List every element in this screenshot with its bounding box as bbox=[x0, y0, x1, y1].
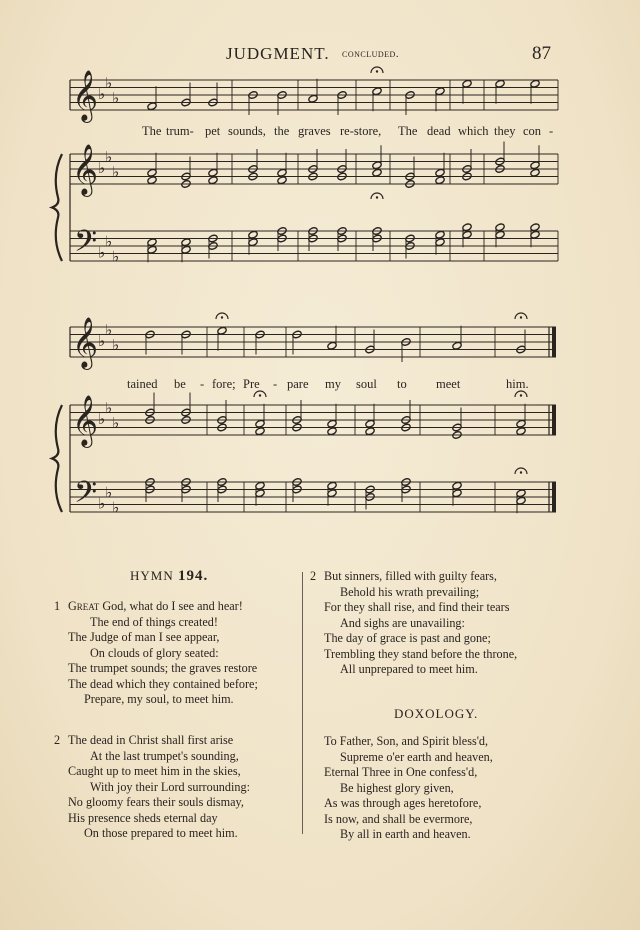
note-head bbox=[208, 176, 218, 185]
final-barline bbox=[552, 405, 556, 435]
flat-icon: ♭ bbox=[112, 247, 120, 266]
section-title: JUDGMENT. bbox=[226, 44, 330, 63]
flat-icon: ♭ bbox=[112, 413, 120, 432]
flat-icon: ♭ bbox=[105, 147, 113, 166]
verse-line: Eternal Three in One confess'd, bbox=[324, 765, 478, 779]
flat-icon: ♭ bbox=[112, 498, 120, 517]
verse-line: Prepare, my soul, to meet him. bbox=[84, 692, 234, 706]
verse-line: Supreme o'er earth and heaven, bbox=[340, 749, 493, 764]
verse-line: The trumpet sounds; the graves restore bbox=[68, 661, 258, 675]
lyric-syllable: sounds, bbox=[228, 124, 266, 138]
column-divider bbox=[302, 572, 303, 834]
lyric-syllable: which bbox=[458, 124, 489, 138]
note-head bbox=[530, 168, 540, 177]
verse-line: The day of grace is past and gone; bbox=[324, 631, 491, 645]
lyric-syllable: dead bbox=[427, 124, 451, 138]
bass-clef-icon: 𝄢 bbox=[74, 476, 98, 517]
verse-2 bbox=[68, 733, 250, 842]
final-barline bbox=[552, 327, 556, 357]
flat-icon: ♭ bbox=[112, 335, 120, 354]
verse-3 bbox=[324, 569, 517, 678]
verse-number: 2 bbox=[54, 733, 61, 747]
lyric-syllable: - bbox=[200, 377, 205, 391]
verse-line: The Judge of man I see appear, bbox=[68, 630, 220, 644]
note-head bbox=[255, 427, 265, 436]
verse-line: Caught up to meet him in the skies, bbox=[68, 764, 241, 778]
verse-line: For they shall rise, and find their tears bbox=[324, 600, 510, 614]
verse-line: By all in earth and heaven. bbox=[340, 827, 471, 841]
treble-clef-icon: 𝄞 bbox=[72, 144, 99, 195]
verse-line: And sighs are unavailing: bbox=[340, 615, 465, 630]
lyric-syllable: con bbox=[523, 124, 542, 138]
lyrics-line-2 bbox=[0, 377, 640, 395]
lyric-syllable: Pre bbox=[243, 377, 260, 391]
lyric-syllable: trum- bbox=[166, 124, 194, 138]
lyric-syllable: meet bbox=[436, 377, 461, 391]
doxology-title: DOXOLOGY. bbox=[394, 706, 479, 721]
verse-line: The dead which they contained before; bbox=[68, 676, 258, 691]
verse-1 bbox=[68, 599, 258, 708]
verse-line: The dead in Christ shall first arise bbox=[68, 733, 234, 747]
verse-line: Trembling they stand before the throne, bbox=[324, 646, 518, 661]
lyric-syllable: re-store, bbox=[340, 124, 382, 138]
flat-icon: ♭ bbox=[98, 332, 106, 350]
fermata-dot bbox=[376, 70, 378, 72]
flat-icon: ♭ bbox=[98, 159, 106, 177]
verse-line: With joy their Lord surrounding: bbox=[90, 779, 250, 794]
hymn-number: 194. bbox=[177, 568, 209, 584]
note-head bbox=[372, 168, 382, 177]
flat-icon: ♭ bbox=[98, 85, 106, 103]
brace-icon bbox=[52, 405, 62, 512]
flat-icon: ♭ bbox=[98, 243, 106, 262]
hymn-heading bbox=[130, 568, 208, 585]
treble-clef-icon: 𝄞 bbox=[72, 395, 99, 446]
verse-line: On those prepared to meet him. bbox=[84, 826, 238, 840]
flat-icon: ♭ bbox=[105, 73, 113, 92]
verse-number: 1 bbox=[54, 599, 61, 613]
verse-line: On clouds of glory seated: bbox=[90, 645, 219, 660]
note-head bbox=[516, 427, 526, 436]
final-barline bbox=[552, 482, 556, 512]
verse-number: 2 bbox=[310, 569, 317, 583]
verse-line: Great God, what do I see and hear! bbox=[68, 599, 243, 613]
note-head bbox=[365, 427, 375, 436]
verse-line: Behold his wrath prevailing; bbox=[340, 584, 480, 599]
page-number: 87 bbox=[532, 43, 551, 64]
lyrics-line-1 bbox=[0, 124, 640, 142]
lyric-syllable: fore; bbox=[212, 377, 236, 391]
treble-clef-icon: 𝄞 bbox=[72, 317, 99, 368]
hymn-heading-word: HYMN bbox=[130, 568, 174, 583]
flat-icon: ♭ bbox=[105, 320, 113, 339]
flat-icon: ♭ bbox=[105, 232, 113, 251]
flat-icon: ♭ bbox=[98, 494, 106, 513]
lyric-syllable: to bbox=[397, 377, 407, 391]
lyric-syllable: soul bbox=[356, 377, 377, 391]
lyric-syllable: - bbox=[273, 377, 278, 391]
verse-line: The end of things created! bbox=[90, 614, 218, 629]
verse-line: But sinners, filled with guilty fears, bbox=[324, 569, 497, 583]
flat-icon: ♭ bbox=[105, 483, 113, 502]
treble-clef-icon: 𝄞 bbox=[72, 70, 99, 121]
verse-line: Is now, and shall be evermore, bbox=[324, 811, 473, 826]
lyric-syllable: my bbox=[325, 377, 341, 391]
note-head bbox=[435, 176, 445, 185]
lyric-syllable: be bbox=[174, 377, 186, 391]
lyric-syllable: pare bbox=[287, 377, 309, 391]
note-head bbox=[147, 176, 157, 185]
brace-icon bbox=[52, 154, 62, 261]
flat-icon: ♭ bbox=[112, 88, 120, 107]
lyric-syllable: tained bbox=[127, 377, 158, 391]
verse-line: To Father, Son, and Spirit bless'd, bbox=[324, 734, 489, 748]
lyric-syllable: him. bbox=[506, 377, 529, 391]
fermata-dot bbox=[520, 471, 522, 473]
verse-line: All unprepared to meet him. bbox=[340, 662, 478, 676]
verse-line: Be highest glory given, bbox=[340, 780, 454, 795]
fermata-dot bbox=[221, 316, 223, 318]
lyric-syllable: they bbox=[494, 124, 516, 138]
bass-clef-icon: 𝄢 bbox=[74, 225, 98, 266]
verse-line: At the last trumpet's sounding, bbox=[90, 748, 239, 763]
flat-icon: ♭ bbox=[112, 162, 120, 181]
verse-line: No gloomy fears their souls dismay, bbox=[68, 795, 244, 809]
section-subtitle: concluded. bbox=[342, 48, 400, 60]
verse-line: His presence sheds eternal day bbox=[68, 810, 218, 825]
lyric-syllable: the bbox=[274, 124, 290, 138]
lyric-syllable: pet bbox=[205, 124, 221, 138]
note-head bbox=[277, 176, 287, 185]
lyric-syllable: - bbox=[549, 124, 554, 138]
lyric-syllable: The bbox=[142, 124, 162, 138]
fermata-dot bbox=[376, 196, 378, 198]
fermata-dot bbox=[520, 316, 522, 318]
lyric-syllable: graves bbox=[298, 124, 331, 138]
doxology-text bbox=[324, 734, 493, 843]
flat-icon: ♭ bbox=[105, 398, 113, 417]
note-head bbox=[327, 427, 337, 436]
lyric-syllable: The bbox=[398, 124, 418, 138]
flat-icon: ♭ bbox=[98, 410, 106, 428]
verse-line: As was through ages heretofore, bbox=[324, 796, 482, 810]
